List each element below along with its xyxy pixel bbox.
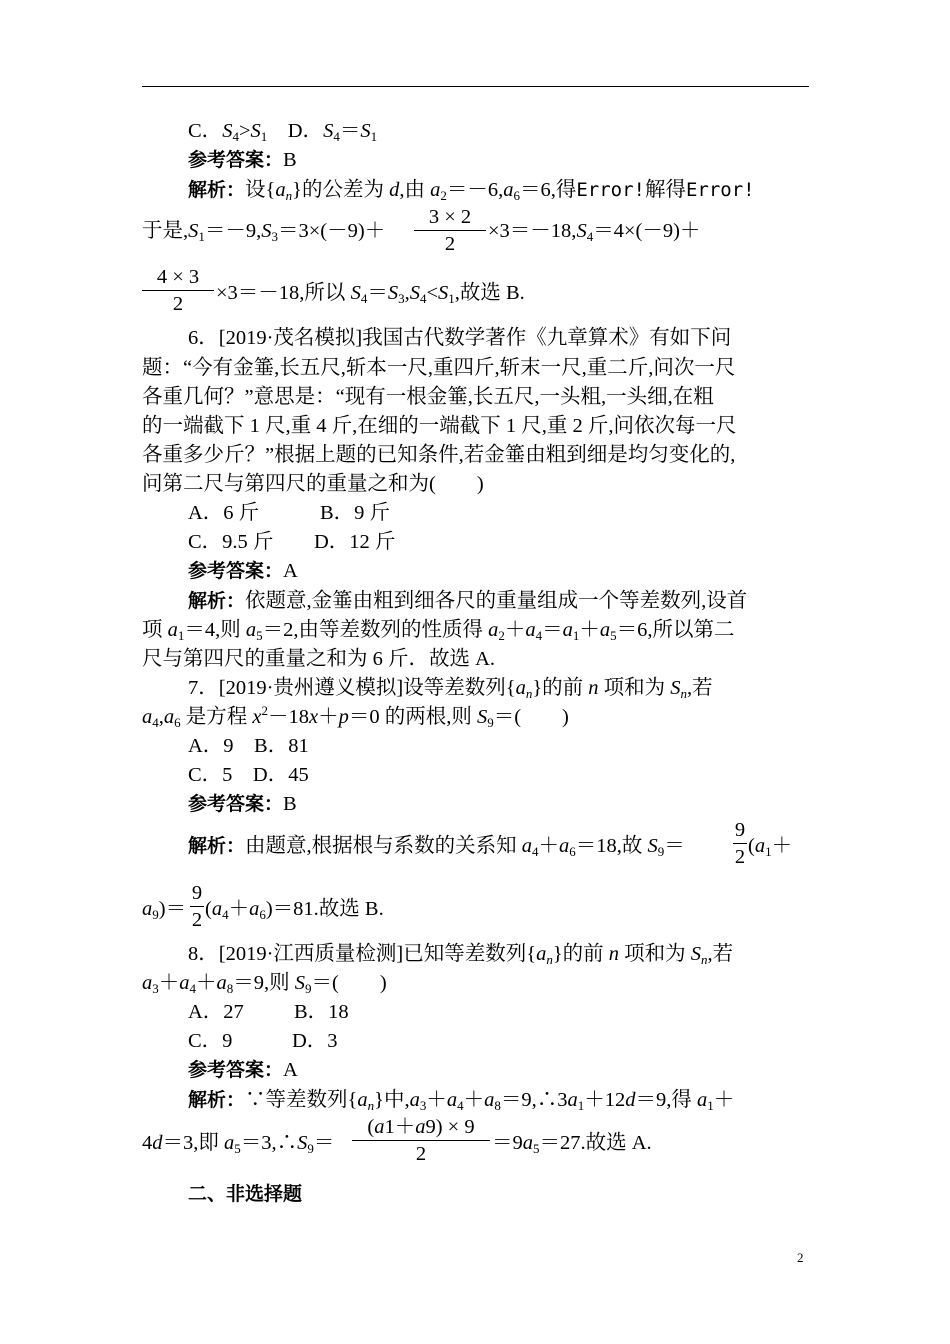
header-rule [142,86,809,87]
q8-stem-2: $a_3+a_4+a_8=9$,则 $S_9=$( ) [142,972,387,996]
fraction-numerator: 9 [191,882,203,904]
q7-analysis-1b: ($a_1+$ [748,835,793,859]
q5-analysis-line1: 解析：设$\{a_n\}$的公差为 d,由 $a_2=-6,a_6=6$,得Error!解得Error! [188,179,755,203]
fraction-denominator: 2 [191,909,203,931]
fraction-denominator: 2 [415,1143,427,1165]
q5-analysis-line2b: $\times 3=-18,S_4=4\times(-9)+$ [488,220,701,244]
q8-fraction [352,1114,490,1167]
q7-analysis-2b: $(a_4+a_6)=81$.故选 B. [205,898,384,922]
fraction-denominator: 2 [734,846,746,868]
q6-analysis-2: 项 $a_1=4$,则 $a_5=2$,由等差数列的性质得 $a_2+a_4=a_1+a_5=6$,所以第二 [142,619,735,643]
q7-fraction-1 [733,817,747,870]
analysis-label: 解析： [188,1089,246,1111]
q6-analysis-1 [188,588,747,614]
page-number: 2 [797,1250,804,1265]
q5-options-cd: C．$S_4>S_1$ D．$S_4=S_1$ [188,120,378,144]
answer-label: 参考答案： [188,560,284,582]
q8-stem-1: 8．[2019·江西质量检测]已知等差数列$\{a_n\}$的前 n 项和为 $S_n$,若 [188,943,734,967]
q6-stem-2: 题：“今有金箠,长五尺,斩本一尺,重四斤,斩末一尺,重二斤,问次一尺 [142,357,736,379]
q8-analysis-1: 解析：∵等差数列$\{a_n\}$中$,a_3+a_4+a_8=9,\therefore 3a_1+12d=9$,得 $a_1+$ [188,1089,735,1113]
q8-option-c: C．9 [188,1030,233,1052]
q5-fraction-2 [142,264,214,317]
error-text: Error! [685,179,755,201]
answer-value: B [283,793,297,815]
q7-answer [188,791,297,817]
q6-option-c: C．9.5 斤 [188,531,274,553]
fraction-numerator: 4 × 3 [156,266,200,288]
q6-stem-5: 各重多少斤？”根据上题的已知条件,若金箠由粗到细是均匀变化的, [142,444,736,466]
q7-fraction-2 [190,880,204,933]
q7-analysis-1a: 解析：由题意,根据根与系数的关系知 $a_4+a_6=18$,故 $S_9=$ [188,835,685,859]
error-text: Error! [576,179,645,201]
q8-option-a: A．27 [188,1001,244,1023]
answer-value: A [283,560,298,582]
q7-options-ab: A．9 B．81 [188,735,309,757]
answer-label: 参考答案： [188,149,284,171]
q6-stem-6: 问第二尺与第四尺的重量之和为( ) [142,473,484,495]
analysis-text: 依题意,金箠由粗到细各尺的重量组成一个等差数列,设首 [245,590,748,612]
q5-answer [188,147,297,173]
q8-analysis-2b: $=9a_5=27$.故选 A. [492,1132,652,1156]
q6-analysis-3: 尺与第四尺的重量之和为 6 斤．故选 A. [142,648,496,670]
fraction-numerator: (a1＋a9) × 9 [367,1116,475,1138]
q8-option-d: D．3 [292,1030,338,1052]
q8-option-b: B．18 [294,1001,349,1023]
analysis-label: 解析： [188,835,246,857]
q6-option-b: B．9 斤 [320,502,391,524]
analysis-label: 解析： [188,179,246,201]
fraction-denominator: 2 [444,233,456,255]
q5-analysis-line2a: 于是$,S_1=-9,S_3=3\times(-9)+$ [142,220,386,244]
q6-option-d: D．12 斤 [314,531,396,553]
section-heading: 二、非选择题 [188,1183,303,1205]
answer-value: B [283,149,297,171]
answer-label: 参考答案： [188,793,284,815]
analysis-label: 解析： [188,590,246,612]
q6-stem-3: 各重几何？”意思是：“现有一根金箠,长五尺,一头粗,一头细,在粗 [142,386,714,408]
answer-value: A [283,1059,298,1081]
q8-analysis-2a: 4d＝3,即 $a_5=3,\therefore S_9=$ [142,1132,335,1156]
q6-stem-1: 6．[2019·茂名模拟]我国古代数学著作《九章算术》有如下问 [188,327,732,349]
answer-label: 参考答案： [188,1059,284,1081]
q5-analysis-line3: ×3＝－18,所以 $S_4=S_3,S_4<S_1$,故选 B. [216,282,525,306]
q7-stem-1: 7．[2019·贵州遵义模拟]设等差数列$\{a_n\}$的前 n 项和为 $S_n$,若 [188,677,713,701]
q7-options-cd: C．5 D．45 [188,764,309,786]
q7-stem-2: $a_4,a_6$ 是方程 $x^2-18x+p=0$ 的两根,则 $S_9=$( ) [142,703,569,730]
q7-analysis-2a: $a_9)=$ [142,898,187,922]
q5-fraction-1 [414,204,486,257]
q6-answer [188,558,298,584]
fraction-numerator: 3 × 2 [428,206,472,228]
q6-stem-4: 的一端截下 1 尺,重 4 斤,在细的一端截下 1 尺,重 2 斤,问依次每一尺 [142,415,737,437]
q8-answer [188,1057,298,1083]
fraction-numerator: 9 [734,819,746,841]
fraction-denominator: 2 [172,293,184,315]
q6-option-a: A．6 斤 [188,502,260,524]
